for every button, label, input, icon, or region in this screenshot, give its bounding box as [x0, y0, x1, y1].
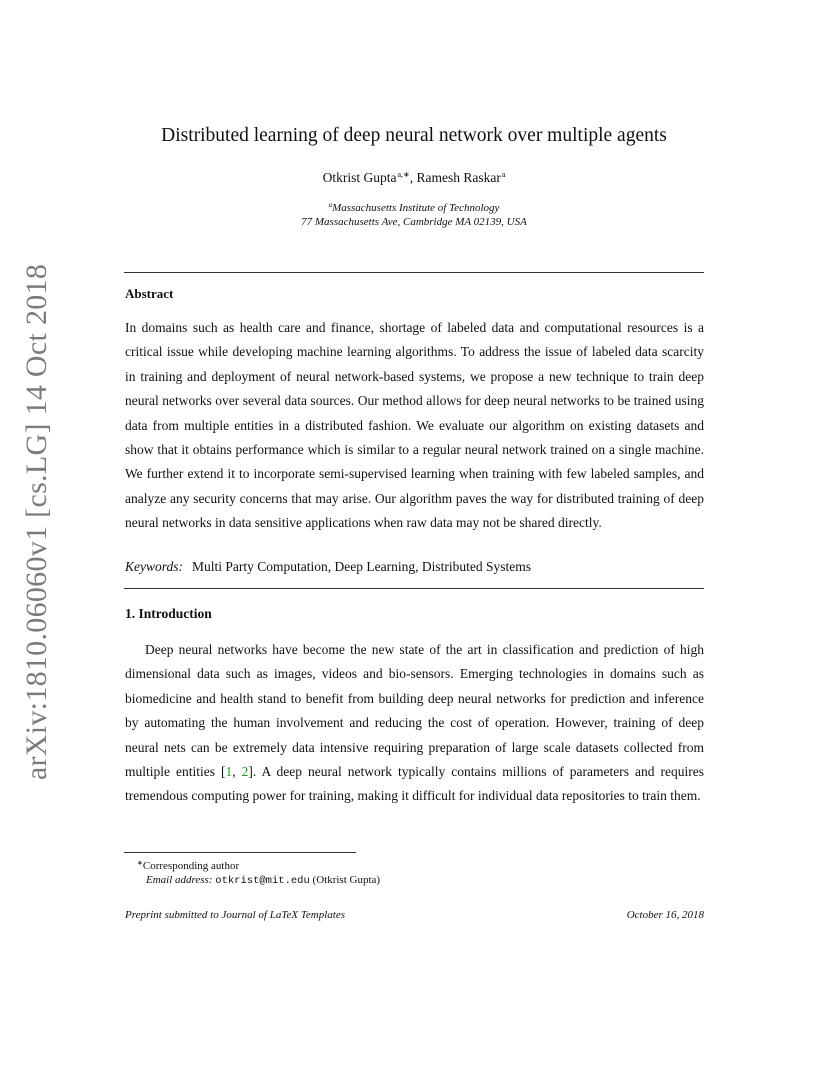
citation-link-2[interactable]: 2 [241, 764, 249, 780]
citation-bracket: ] [248, 764, 253, 780]
footnote-email-line [137, 873, 380, 888]
affiliation-address: 77 Massachusetts Ave, Cambridge MA 02139, USA [301, 216, 527, 228]
footnote [137, 856, 380, 888]
keywords [125, 559, 531, 575]
footnote-corresponding-author: Corresponding author [142, 860, 240, 872]
section-heading-introduction: 1. Introduction [125, 606, 212, 621]
author-list [0, 170, 828, 186]
intro-text: Deep neural networks have become the new state of the art in classification and prediction of high dimensional data such as images, videos and bio-sensors. Emerging technologies in domains such as biomedicine and health stand to benefit from building deep neural networks for prediction and inference by automating the human involvement and reducing the cost of operation. However, training of deep neural nets can be extremely data intensive requiring preparation of large scale datasets collected from multiple entities [125, 642, 704, 780]
paper-title: Distributed learning of deep neural network over multiple agents [161, 125, 667, 146]
affiliation-institution: Massachusetts Institute of Technology [332, 202, 500, 214]
abstract-heading: Abstract [125, 286, 174, 301]
arxiv-identifier-stamp: arXiv:1810.06060v1 [cs.LG] 14 Oct 2018 [20, 263, 53, 781]
abstract-top-rule [124, 272, 704, 273]
footnote-corresponding-line [137, 856, 380, 873]
footnote-email-name: (Otkrist Gupta) [312, 874, 381, 886]
author-name: Ramesh Raskar [416, 170, 501, 185]
affiliation [0, 198, 828, 229]
author-affiliation-mark: a [501, 170, 506, 179]
introduction-paragraph [125, 638, 704, 809]
footnote-rule [124, 852, 356, 853]
citation-link-1[interactable]: 1 [225, 764, 233, 780]
footnote-email-label: Email address: [146, 874, 213, 886]
abstract-bottom-rule [124, 588, 704, 589]
footnote-mark: ∗ [137, 859, 143, 867]
abstract-text: In domains such as health care and finance, shortage of labeled data and computational resources is a critical issue while developing machine learning algorithms. To address the issue of labeled data scarcity in training and deployment of neural network-based systems, we propose a new technique to train deep neural networks over several data sources. Our method allows for deep neural networks to be trained using data from multiple entities in a distributed fashion. We evaluate our algorithm on existing datasets and show that it obtains performance which is similar to a regular neural network trained on a single machine. We further extend it to incorporate semi-supervised learning when training with few labeled samples, and analyze any security concerns that may arise. Our algorithm paves the way for distributed training of deep neural networks in data sensitive applications when raw data may not be shared directly. [125, 320, 704, 531]
affiliation-institution-line [0, 198, 828, 215]
citation-bracket: [ [221, 764, 226, 780]
author-affiliation-mark: a,∗ [397, 170, 410, 179]
keywords-text: Multi Party Computation, Deep Learning, Distributed Systems [192, 559, 531, 574]
footer-preprint-note: Preprint submitted to Journal of LaTeX Templates [125, 909, 346, 921]
author-separator: , [409, 170, 417, 185]
footer-date: October 16, 2018 [626, 909, 704, 921]
keywords-label: Keywords: [125, 559, 183, 574]
citation-separator: , [232, 764, 242, 780]
intro-text: . A deep neural network typically contains millions of parameters and requires tremendous computing power for training, making it difficult for individual data repositories to train them. [125, 764, 704, 804]
author-name: Otkrist Gupta [322, 170, 397, 185]
footnote-email-address[interactable]: otkrist@mit.edu [215, 875, 310, 887]
affiliation-mark: a [328, 201, 333, 209]
